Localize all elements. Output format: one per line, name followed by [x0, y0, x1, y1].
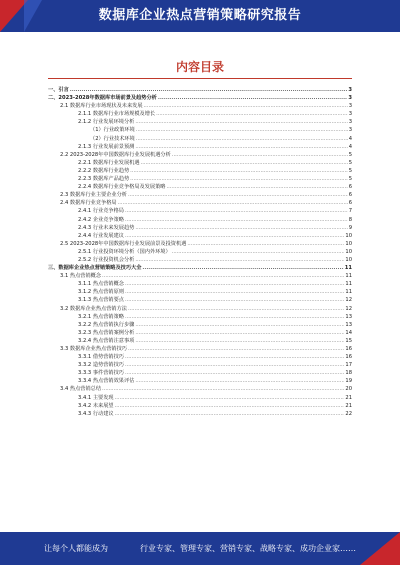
toc-entry-text: 2.4 数据库行业竞争格局 [60, 200, 117, 207]
toc-page-number: 21 [345, 394, 352, 401]
toc-entry-text: 3.2.4 热点营销注意事项 [78, 337, 135, 344]
toc-entry[interactable] [48, 313, 352, 321]
footer-banner [0, 532, 400, 565]
toc-page-number: 4 [348, 135, 352, 142]
toc-entry-text: 3.3.4 热点营销效果评估 [78, 378, 135, 385]
toc-entry-text: 2.2.3 数据库产品趋势 [78, 176, 130, 183]
toc-page-number: 11 [345, 281, 352, 288]
toc-page-number: 3 [348, 111, 352, 118]
toc-page-number: 12 [345, 305, 352, 312]
toc-entry[interactable] [48, 361, 352, 369]
toc-leader-dots [136, 126, 348, 134]
toc-page-number: 10 [345, 240, 352, 247]
toc-entry[interactable] [48, 272, 352, 280]
toc-page-number: 12 [345, 297, 352, 304]
toc-leader-dots [102, 385, 344, 393]
footer-slogan: 让每个人都能成为 [44, 544, 108, 553]
toc-entry-text: 2.4.2 企业竞争策略 [78, 216, 124, 223]
toc-leader-dots [70, 86, 348, 94]
toc-entry[interactable] [48, 143, 352, 151]
toc-page-number: 3 [348, 95, 352, 102]
toc-page-number: 5 [348, 167, 352, 174]
footer-tagline: 行业专家、管理专家、营销专家、战略专家、成功企业家…… [140, 544, 356, 553]
toc-page-number: 19 [345, 378, 352, 385]
toc-leader-dots [102, 272, 344, 280]
footer-red-accent [360, 532, 400, 565]
toc-page-number: 4 [348, 143, 352, 150]
toc-leader-dots [135, 329, 344, 337]
toc-leader-dots [125, 369, 344, 377]
toc-entry[interactable] [48, 321, 352, 329]
toc-entry[interactable] [48, 167, 352, 175]
toc-entry[interactable] [48, 151, 352, 159]
toc-entry-text: 3.4.3 行动建议 [78, 410, 114, 417]
toc-entry[interactable] [48, 110, 352, 118]
toc-leader-dots [158, 94, 348, 102]
header-banner [0, 0, 400, 32]
toc-page-number: 6 [348, 184, 352, 191]
toc-entry-text: （2）行业技术环境 [90, 135, 135, 142]
toc-leader-dots [135, 337, 344, 345]
report-title: 数据库企业热点营销策略研究报告 [98, 8, 302, 23]
toc-page-number: 10 [345, 232, 352, 239]
toc-entry-text: 2.2.1 数据库行业发展机遇 [78, 159, 140, 166]
toc-entry-text: 2.1.2 行业发展环境分析 [78, 119, 135, 126]
toc-leader-dots [135, 143, 347, 151]
toc-entry[interactable] [48, 118, 352, 126]
toc-entry-text: 2.2.4 数据库行业竞争格局及发展策略 [78, 184, 166, 191]
toc-page-number: 13 [345, 313, 352, 320]
toc-entry[interactable] [48, 135, 352, 143]
toc-entry-text: 3.1.3 热点营销要点 [78, 297, 124, 304]
toc-page-number: 3 [348, 103, 352, 110]
toc-leader-dots [166, 183, 347, 191]
table-of-contents [48, 86, 352, 418]
toc-entry-text: 三、数据库企业热点营销策略及技巧大全 [48, 265, 142, 272]
toc-entry[interactable] [48, 159, 352, 167]
toc-entry[interactable] [48, 385, 352, 393]
toc-entry-text: 2.1.1 数据库行业市场规模及增长 [78, 111, 156, 118]
toc-page-number: 3 [348, 87, 352, 93]
toc-leader-dots [135, 224, 347, 232]
toc-entry[interactable] [48, 86, 352, 94]
toc-title: 内容目录 [175, 60, 224, 74]
toc-entry[interactable] [48, 280, 352, 288]
toc-leader-dots [156, 110, 348, 118]
toc-entry[interactable] [48, 345, 352, 353]
toc-entry-text: 3.1.2 热点营销原则 [78, 289, 124, 296]
toc-leader-dots [135, 256, 344, 264]
toc-page-number: 10 [345, 256, 352, 263]
toc-entry-text: 一、引言 [48, 87, 69, 93]
toc-page-number: 8 [348, 216, 352, 223]
toc-leader-dots [142, 264, 343, 272]
toc-entry[interactable] [48, 264, 352, 272]
toc-entry-text: 3.2 数据库企业热点营销方法 [60, 305, 127, 312]
toc-entry[interactable] [48, 102, 352, 110]
toc-page-number: 6 [348, 192, 352, 199]
toc-leader-dots [125, 353, 344, 361]
toc-page-number: 11 [345, 289, 352, 296]
toc-leader-dots [118, 199, 348, 207]
toc-leader-dots [125, 313, 344, 321]
toc-leader-dots [125, 232, 344, 240]
toc-leader-dots [128, 305, 344, 313]
toc-entry[interactable] [48, 305, 352, 313]
toc-leader-dots [135, 118, 347, 126]
toc-page-number: 11 [344, 265, 352, 272]
toc-page-number: 15 [345, 337, 352, 344]
toc-leader-dots [144, 102, 348, 110]
toc-leader-dots [115, 394, 345, 402]
toc-entry-text: 2.2.2 数据库行业趋势 [78, 167, 130, 174]
toc-leader-dots [128, 191, 348, 199]
toc-entry[interactable] [48, 232, 352, 240]
toc-leader-dots [136, 135, 348, 143]
toc-entry[interactable] [48, 191, 352, 199]
toc-entry[interactable] [48, 199, 352, 207]
toc-page-number: 5 [348, 176, 352, 183]
toc-entry[interactable] [48, 353, 352, 361]
toc-entry-text: 3.1.1 热点营销概念 [78, 281, 124, 288]
toc-page-number: 16 [345, 354, 352, 361]
toc-leader-dots [125, 216, 348, 224]
toc-page-number: 14 [345, 329, 352, 336]
toc-page-number: 5 [348, 159, 352, 166]
toc-page-number: 11 [345, 273, 352, 280]
toc-entry-text: 3.4.1 主要发现 [78, 394, 114, 401]
toc-leader-dots [125, 280, 344, 288]
toc-entry-text: 2.1 数据库行业市场现状及未来发展 [60, 103, 143, 110]
toc-entry[interactable] [48, 240, 352, 248]
toc-entry-text: 3.4 热点营销总结 [60, 386, 102, 393]
toc-leader-dots [125, 288, 344, 296]
toc-entry[interactable] [48, 369, 352, 377]
toc-entry[interactable] [48, 394, 352, 402]
toc-page-number: 6 [348, 200, 352, 207]
toc-leader-dots [135, 377, 344, 385]
toc-entry[interactable] [48, 377, 352, 385]
toc-leader-dots [130, 167, 348, 175]
toc-divider [48, 78, 352, 79]
toc-entry[interactable] [48, 296, 352, 304]
toc-leader-dots [172, 151, 348, 159]
toc-entry-text: 2.4.1 行业竞争格局 [78, 208, 124, 215]
toc-entry-text: 3.3.2 造势营销技巧 [78, 362, 124, 369]
toc-entry-text: 2.5.2 行业投资机会分析 [78, 256, 135, 263]
toc-page-number: 13 [345, 321, 352, 328]
toc-leader-dots [172, 248, 345, 256]
toc-leader-dots [187, 240, 344, 248]
toc-page-number: 3 [348, 127, 352, 134]
toc-page-number: 16 [345, 346, 352, 352]
toc-entry-text: 2.5.1 行业投资环境分析（国内外环境） [78, 248, 171, 255]
toc-page-number: 18 [345, 370, 352, 377]
toc-entry-text: 2.2 2023-2028年中国数据库行业发展机遇分析 [60, 151, 171, 158]
toc-entry-text: 2.5 2023-2028年中国数据库行业发展前景及投资机遇 [60, 240, 187, 247]
toc-entry-text: 3.1 热点营销概念 [60, 273, 102, 280]
toc-entry[interactable] [48, 410, 352, 418]
toc-leader-dots [135, 321, 344, 329]
toc-leader-dots [125, 296, 344, 304]
toc-page-number: 7 [348, 208, 352, 215]
toc-leader-dots [128, 345, 344, 353]
toc-page-number: 5 [348, 151, 352, 158]
toc-entry[interactable] [48, 207, 352, 215]
toc-entry[interactable] [48, 216, 352, 224]
toc-entry[interactable] [48, 248, 352, 256]
toc-entry-text: 3.3 数据库企业热点营销技巧 [60, 346, 127, 352]
toc-entry-text: 2.3 数据库行业主要企业分析 [60, 192, 127, 199]
toc-entry[interactable] [48, 94, 352, 102]
toc-entry-text: 3.2.1 热点营销策略 [78, 313, 124, 320]
toc-entry[interactable] [48, 256, 352, 264]
toc-page-number: 3 [348, 119, 352, 126]
toc-page-number: 22 [345, 410, 352, 417]
toc-entry[interactable] [48, 224, 352, 232]
toc-page-number: 21 [345, 402, 352, 409]
toc-entry[interactable] [48, 329, 352, 337]
toc-entry-text: 2.4.3 行业未来发展趋势 [78, 224, 135, 231]
toc-leader-dots [141, 159, 348, 167]
toc-entry[interactable] [48, 402, 352, 410]
toc-leader-dots [125, 361, 344, 369]
toc-leader-dots [115, 410, 345, 418]
toc-page-number: 10 [345, 248, 352, 255]
toc-entry-text: 2.4.4 行业发展建议 [78, 232, 124, 239]
toc-entry[interactable] [48, 183, 352, 191]
toc-leader-dots [130, 175, 348, 183]
toc-entry-text: 二、2023-2028年数据库市场前景及趋势分析 [48, 95, 157, 102]
toc-entry[interactable] [48, 175, 352, 183]
toc-page-number: 9 [348, 224, 352, 231]
toc-entry[interactable] [48, 126, 352, 134]
toc-page-number: 17 [345, 362, 352, 369]
toc-entry[interactable] [48, 337, 352, 345]
toc-entry-text: 3.2.2 热点营销执行步骤 [78, 321, 135, 328]
toc-entry-text: 3.2.3 热点营销案例分析 [78, 329, 135, 336]
toc-leader-dots [125, 207, 348, 215]
toc-page-number: 20 [345, 386, 352, 393]
toc-entry-text: （1）行业政策环境 [90, 127, 135, 134]
toc-entry-text: 3.3.1 借势营销技巧 [78, 354, 124, 361]
toc-entry[interactable] [48, 288, 352, 296]
toc-entry-text: 3.4.2 未来展望 [78, 402, 114, 409]
toc-entry-text: 3.3.3 事件营销技巧 [78, 370, 124, 377]
toc-leader-dots [115, 402, 345, 410]
toc-entry-text: 2.1.3 行业发展前景预测 [78, 143, 135, 150]
